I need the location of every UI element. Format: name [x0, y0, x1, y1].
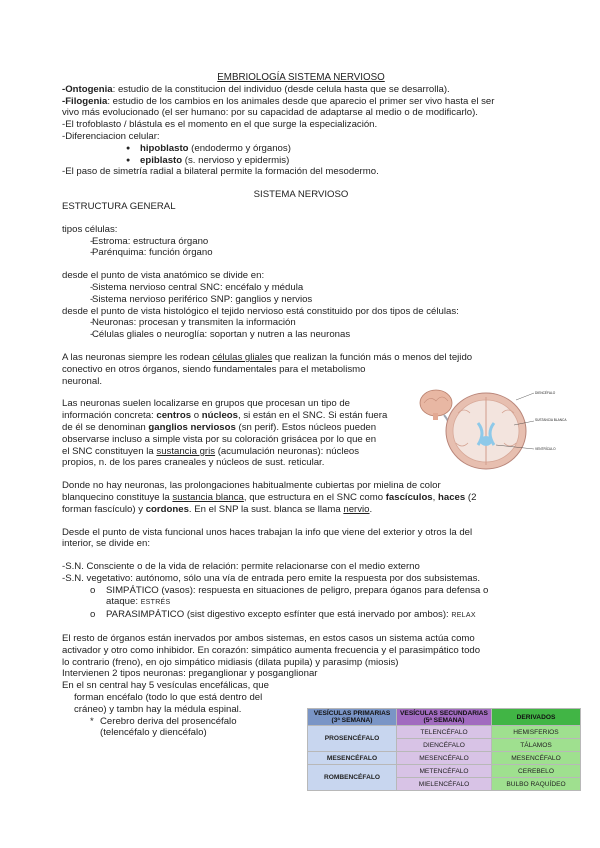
cell-rombencefalo: ROMBENCÉFALO: [308, 765, 397, 791]
page-title: EMBRIOLOGÍA SISTEMA NERVIOSO: [217, 72, 385, 83]
header-derivados: DERIVADOS: [492, 709, 581, 726]
brain-coronal-section: [446, 393, 526, 469]
para3-l2c: , que estructura en el SNC como: [243, 491, 386, 503]
header-secundarias: VESÍCULAS SECUNDARIAS (5ª SEMANA): [397, 709, 492, 726]
bullet-hipoblasto: [62, 143, 540, 155]
para2-l1: Las neuronas suelen localizarse en grupos que procesan un tipo de: [62, 398, 351, 410]
term-haces: haces: [438, 491, 466, 503]
item-gliales: - Células gliales o neuroglía: soportan y nutren a las neuronas: [62, 329, 540, 341]
parasimpatico: PARASIMPÁTICO (sist digestivo excepto esfínter que está inervado por ambos):: [106, 609, 452, 621]
cell-talamos: TÁLAMOS: [492, 739, 581, 752]
para5-l6: forman encéfalo (todo lo que está dentro del: [74, 692, 263, 704]
cell-hemisferios: HEMISFERIOS: [492, 726, 581, 739]
para2-l5a: el SNC constituyen la: [62, 445, 157, 457]
text-anatomico: desde el punto de vista anatómico se divide en:: [62, 270, 265, 282]
text-filogenia: : estudio de los cambios en los animales desde que aparecio el primer ser vivo hasta el ser: [107, 95, 495, 107]
term-hipoblasto: hipoblasto: [140, 142, 189, 154]
cell-mielencefalo: MIELENCÉFALO: [397, 778, 492, 791]
text-filogenia-2: vivo más evolucionado (el ser humano: por su capacidad de adaptarse al medio o de modificarlo).: [62, 107, 478, 119]
text-consciente: -S.N. Consciente o de la vida de relación: permite relacionarse con el medio externo: [62, 561, 420, 573]
text-simetria: -El paso de simetría radial a bilateral permite la formación del mesodermo.: [62, 166, 379, 178]
term-filogenia: -Filogenia: [62, 95, 108, 107]
cell-telencefalo: TELENCÉFALO: [397, 726, 492, 739]
para5-column: [62, 680, 298, 739]
para3-l1: Donde no hay neuronas, las prolongaciones habitualmente cubiertas por mielina de color: [62, 480, 441, 492]
text-epiblasto: (s. nervioso y epidermis): [182, 154, 290, 166]
cell-metencefalo: METENCÉFALO: [397, 765, 492, 778]
star1: Cerebro deriva del prosencéfalo: [100, 715, 237, 727]
simpatico-1: SIMPÁTICO (vasos): respuesta en situaciones de peligro, prepara óganos para defensa o: [106, 584, 489, 596]
text-hipoblasto: (endodermo y órganos): [188, 142, 291, 154]
text-vegetativo: -S.N. vegetativo: autónomo, sólo una vía de entrada pero emite la respuesta por dos subsistemas.: [62, 572, 481, 584]
para2: [62, 398, 414, 469]
para5-l7: cráneo) y tambn hay la médula espinal.: [74, 703, 242, 715]
section-subheading: ESTRUCTURA GENERAL: [62, 200, 176, 212]
star2: (telencéfalo y diencéfalo): [100, 727, 207, 739]
section-heading: SISTEMA NERVIOSO: [253, 189, 349, 201]
vesicles-table: [307, 708, 581, 791]
fig-label-ventriculo: VENTRÍCULO: [535, 447, 556, 451]
para2-l6: propios, n. de los pares craneales y núcleos de sust. reticular.: [62, 457, 325, 469]
para1-line3: neuronal.: [62, 375, 103, 387]
term-sustancia-gris: sustancia gris: [156, 445, 216, 457]
para2-l2e: , si están en el SNC. Si están fuera: [237, 410, 388, 422]
para5-l5: En el sn central hay 5 vesículas encefálicas, que: [62, 680, 269, 692]
table-row: [308, 726, 581, 739]
fig-label-sustancia-blanca: SUSTANCIA BLANCA: [535, 418, 567, 422]
intro-section: [62, 84, 540, 178]
para3-l3e: .: [369, 503, 373, 515]
text-trofoblasto: -El trofoblasto / blástula es el momento en el que surge la especialización.: [62, 119, 378, 131]
cell-diencefalo: DIENCÉFALO: [397, 739, 492, 752]
term-epiblasto: epiblasto: [140, 154, 183, 166]
para3-l3a: forman fascículo) y: [62, 503, 146, 515]
brain-cross-section-figure: [418, 383, 567, 483]
term-sustancia-blanca: sustancia blanca: [172, 491, 244, 503]
label-estres: ESTRÉS: [140, 599, 171, 607]
item-parenquima: - Parénquima: función órgano: [62, 247, 540, 259]
para2-l4: observarse incluso a simple vista por su coloración grisácea por lo que en: [62, 433, 377, 445]
para3-l2e: ,: [432, 491, 438, 503]
fig-label-diencefalo: DIENCÉFALO: [535, 391, 556, 395]
para5-l3: lo contrario (freno), en ojo simpático midiasis (dilata pupila) y parasimp (miosis): [62, 656, 399, 668]
cell-mesencefalo-der: MESENCÉFALO: [492, 752, 581, 765]
term-nervio: nervio: [343, 503, 370, 515]
text-diferenciacion: -Diferenciacion celular:: [62, 130, 160, 142]
table-row: [308, 752, 581, 765]
term-celulas-gliales: células gliales: [212, 351, 273, 363]
para3-l2g: (2: [465, 491, 477, 503]
term-centros: centros: [156, 410, 192, 422]
cell-prosencefalo: PROSENCÉFALO: [308, 726, 397, 752]
para1-c: que realizan la función más o menos del tejido: [272, 351, 473, 363]
term-fasciculos: fascículos: [385, 491, 433, 503]
para2-l2c: o: [191, 410, 202, 422]
para3-l3c: . En el SNP la sust. blanca se llama: [188, 503, 344, 515]
label-relax: RELAX: [451, 612, 476, 620]
table-header-row: [308, 709, 581, 726]
para4-l1: Desde el punto de vista funcional unos haces trabajan la info que viene del exterior y otros la del: [62, 526, 473, 538]
item-cerebro: [62, 716, 298, 740]
bullet-epiblasto: [62, 155, 540, 167]
para3-l2a: blanquecino constituye la: [62, 491, 173, 503]
simpatico-2: ataque:: [106, 596, 141, 608]
item-neuronas: - Neuronas: procesan y transmiten la información: [62, 317, 540, 329]
para2-l3a: de él se denominan: [62, 421, 149, 433]
term-nucleos: núcleos: [201, 410, 238, 422]
header-primarias: VESÍCULAS PRIMARIAS (3ª SEMANA): [308, 709, 397, 726]
para5-l4: Intervienen 2 tipos neuronas: preganglionar y posganglionar: [62, 668, 318, 680]
item-snp: - Sistema nervioso periférico SNP: ganglios y nervios: [62, 294, 540, 306]
table-row: [308, 765, 581, 778]
cell-bulbo: BULBO RAQUÍDEO: [492, 778, 581, 791]
para2-l5c: (acumulación neuronas): núcleos: [215, 445, 360, 457]
text-ontogenia: : estudio de la constitucion del individuo (desde celula hasta que se desarrolla).: [112, 83, 450, 95]
para2-l3c: (sn perif). Estos núcleos pueden: [235, 421, 377, 433]
para5-l1: El resto de órganos están inervados por ambos sistemas, en estos casos un sistema actúa como: [62, 633, 475, 645]
item-estroma: - Estroma: estructura órgano: [62, 236, 540, 248]
text-tipos: tipos células:: [62, 223, 118, 235]
para1-line2: conectivo en otros órganos, siendo fundamentales para el metabolismo: [62, 363, 366, 375]
para1-a: A las neuronas siempre les rodean: [62, 351, 213, 363]
text-histologico: desde el punto de vista histológico el tejido nervioso está constituido por dos tipos de células:: [62, 305, 459, 317]
para4-l2: interior, se divide en:: [62, 538, 150, 550]
item-snc: - Sistema nervioso central SNC: encéfalo y médula: [62, 282, 540, 294]
item-parasimpatico: [62, 609, 540, 622]
term-ganglios: ganglios nerviosos: [148, 421, 236, 433]
para5-l2: activador y otro como inhibidor. En corazón: simpático aumenta frecuencia y el parasimpático todo: [62, 644, 481, 656]
para1-line1: [62, 352, 540, 364]
cell-mesencefalo-prim: MESENCÉFALO: [308, 752, 397, 765]
term-ontogenia: -Ontogenia: [62, 83, 113, 95]
term-cordones: cordones: [145, 503, 189, 515]
cell-mesencefalo-sec: MESENCÉFALO: [397, 752, 492, 765]
cell-cerebelo: CEREBELO: [492, 765, 581, 778]
para2-l2a: información concreta:: [62, 410, 157, 422]
item-simpatico: [62, 585, 540, 610]
